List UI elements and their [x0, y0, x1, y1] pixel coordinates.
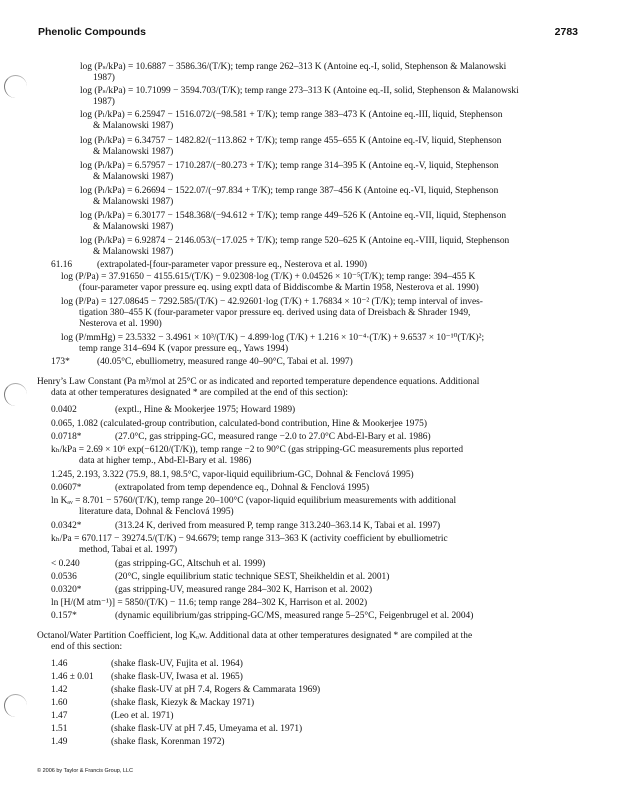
henry-row-cont: data at higher temp., Abd-El-Bary et al. 1986) [79, 456, 252, 466]
kow-value: 1.60 [51, 698, 68, 708]
henry-value: 0.0718* [51, 432, 82, 442]
henry-row [51, 483, 369, 494]
copyright-footer: © 2006 by Taylor & Francis Group, LLC [37, 768, 133, 774]
antoine-eq-6: log (Pₗ/kPa) = 6.26694 − 1522.07/(−97.834 + T/K); temp range 387–456 K (Antoine eq.-VI, liquid, Stephenson [80, 186, 499, 196]
vp-eq-2-cont: tigation 380–455 K (four-parameter vapor pressure eq. derived using data of Dreisbach & Shrader 1949, [79, 308, 471, 318]
kow-row [51, 711, 173, 722]
punch-hole-top [4, 75, 27, 98]
antoine-eq-7-cont: & Malanowski 1987) [93, 222, 174, 232]
henry-row [51, 559, 265, 570]
vp-eq-1: log (P/Pa) = 37.91650 − 4155.615/(T/K) − 9.02308·log (T/K) + 0.04526 × 10⁻⁵(T/K); temp range: 394–455 K [61, 272, 476, 282]
henry-row [51, 521, 440, 532]
henry-row: ln [H/(M atm⁻¹)] = 5850/(T/K) − 11.6; temp range 284–302 K, Harrison et al. 2002) [51, 598, 368, 608]
kow-note: (shake flask-UV, Iwasa et al. 1965) [111, 672, 243, 682]
punch-hole-middle [4, 383, 27, 406]
kow-note: (shake flask-UV at pH 7.4, Rogers & Cammarata 1969) [111, 685, 321, 695]
vp-eq-3-cont: temp range 314–694 K (vapor pressure eq., Yaws 1994) [79, 344, 289, 354]
vp-eq-2-cont2: Nesterova et al. 1990) [79, 319, 162, 329]
kow-row [51, 659, 243, 670]
henry-row: kₕ/kPa = 2.69 × 10⁶ exp(−6120/(T/K)), temp range −2 to 90°C (gas stripping-GC measurements plus reported [51, 445, 464, 455]
kow-note: (shake flask-UV at pH 7.45, Umeyama et al. 1971) [111, 724, 303, 734]
henry-value: 0.0536 [51, 572, 77, 582]
kow-value: 1.51 [51, 724, 68, 734]
antoine-eq-8: log (Pₗ/kPa) = 6.92874 − 2146.053/(−17.025 + T/K); temp range 520–625 K (Antoine eq.-VIII, liquid, Stephenson [80, 236, 510, 246]
henry-row: ln Kₐᵥ = 8.701 − 5760/(T/K), temp range 20–100°C (vapor-liquid equilibrium measurements with additional [51, 496, 457, 506]
henry-row [51, 432, 431, 443]
antoine-eq-6-cont: & Malanowski 1987) [93, 197, 174, 207]
kow-row [51, 698, 254, 709]
punch-hole-bottom [4, 694, 27, 717]
vp-value: 173* [51, 357, 70, 367]
henry-row [51, 585, 372, 596]
antoine-eq-8-cont: & Malanowski 1987) [93, 247, 174, 257]
vp-eq-3: log (P/mmHg) = 23.5332 − 3.4961 × 10³/(T/K) − 4.899·log (T/K) + 1.216 × 10⁻⁴·(T/K) + 9.6537 × 10⁻¹⁰(T/K)²; [61, 333, 485, 343]
vp-value: 61.16 [51, 260, 73, 270]
henry-row [51, 405, 295, 416]
antoine-eq-3-cont: & Malanowski 1987) [93, 121, 174, 131]
kow-row [51, 724, 302, 735]
kow-row [51, 685, 320, 696]
antoine-eq-4: log (Pₗ/kPa) = 6.34757 − 1482.82/(−113.862 + T/K); temp range 455–655 K (Antoine eq.-IV, liquid, Stephenson [80, 136, 502, 146]
vp-ebulliometry-line [51, 357, 353, 368]
henry-note: (exptl., Hine & Mookerjee 1975; Howard 1989) [115, 405, 296, 415]
running-header-title: Phenolic Compounds [38, 26, 146, 38]
kow-note: (Leo et al. 1971) [111, 711, 174, 721]
henry-note: (extrapolated from temp dependence eq., Dohnal & Fenclová 1995) [115, 483, 370, 493]
henry-value: 0.0320* [51, 585, 82, 595]
kow-note: (shake flask-UV, Fujita et al. 1964) [111, 659, 243, 669]
henry-row: 0.065, 1.082 (calculated-group contribution, calculated-bond contribution, Hine & Mookerjee 1975) [51, 419, 427, 429]
henry-row: kₕ/Pa = 670.117 − 39274.5/(T/K) − 94.6679; temp range 313–363 K (activity coefficient by ebulliometric [51, 534, 448, 544]
vp-note: (extrapolated-[four-parameter vapor pressure eq., Nesterova et al. 1990) [97, 260, 367, 270]
henry-note: (313.24 K, derived from measured P, temp range 313.240–363.14 K, Tabai et al. 1997) [115, 521, 441, 531]
antoine-eq-4-cont: & Malanowski 1987) [93, 147, 174, 157]
antoine-eq-3: log (Pₗ/kPa) = 6.25947 − 1516.072/(−98.581 + T/K); temp range 383–473 K (Antoine eq.-III, liquid, Stephenson [80, 110, 503, 120]
vp-eq-1-cont: (four-parameter vapor pressure eq. using exptl data of Biddiscombe & Martin 1958, Nesterova et al. 1990) [79, 283, 479, 293]
henry-value: < 0.240 [51, 559, 80, 569]
antoine-eq-5: log (Pₗ/kPa) = 6.57957 − 1710.287/(−80.273 + T/K); temp range 314–395 K (Antoine eq.-V, liquid, Stephenson [80, 161, 499, 171]
vp-eq-2: log (P/Pa) = 127.08645 − 7292.585/(T/K) − 42.92601·log (T/K) + 1.76834 × 10⁻² (T/K); temp interval of inves- [61, 297, 483, 307]
henry-row-cont: method, Tabai et al. 1997) [79, 545, 178, 555]
henry-row [51, 572, 389, 583]
antoine-eq-7: log (Pₗ/kPa) = 6.30177 − 1548.368/(−94.612 + T/K); temp range 449–526 K (Antoine eq.-VII, liquid, Stephenson [80, 211, 507, 221]
vp-note: (40.05°C, ebulliometry, measured range 40–90°C, Tabai et al. 1997) [97, 357, 353, 367]
kow-value: 1.46 [51, 659, 68, 669]
henry-note: (gas stripping-UV, measured range 284–302 K, Harrison et al. 2002) [115, 585, 373, 595]
henry-note: (27.0°C, gas stripping-GC, measured range −2.0 to 27.0°C Abd-El-Bary et al. 1986) [115, 432, 431, 442]
henry-value: 0.0402 [51, 405, 77, 415]
henry-note: (dynamic equilibrium/gas stripping-GC/MS, measured range 5–25°C, Feigenbrugel et al. 2004) [115, 611, 474, 621]
kow-heading-cont: end of this section: [51, 642, 123, 652]
henry-value: 0.0607* [51, 483, 82, 493]
antoine-eq-1: log (Pₛ/kPa) = 10.6887 − 3586.36/(T/K); temp range 262–313 K (Antoine eq.-I, solid, Stephenson & Malanowski [80, 62, 507, 72]
henry-note: (20°C, single equilibrium static technique SEST, Sheikheldin et al. 2001) [115, 572, 390, 582]
kow-value: 1.46 ± 0.01 [51, 672, 94, 682]
vp-extrapolated-line [51, 260, 367, 271]
henry-row [51, 611, 473, 622]
antoine-eq-2: log (Pₛ/kPa) = 10.71099 − 3594.703/(T/K); temp range 273–313 K (Antoine eq.-II, solid, Stephenson & Malanowski [80, 86, 519, 96]
kow-row [51, 737, 225, 748]
kow-row [51, 672, 243, 683]
henry-heading: Henry’s Law Constant (Pa m³/mol at 25°C or as indicated and reported temperature dependence equations. Additional [37, 377, 480, 387]
kow-note: (shake flask, Korenman 1972) [111, 737, 225, 747]
henry-row-cont: literature data, Dohnal & Fenclová 1995) [79, 507, 234, 517]
henry-note: (gas stripping-GC, Altschuh et al. 1999) [115, 559, 266, 569]
antoine-eq-1-cont: 1987) [93, 73, 115, 83]
kow-value: 1.49 [51, 737, 68, 747]
kow-value: 1.47 [51, 711, 68, 721]
henry-heading-cont: data at other temperatures designated * are compiled at the end of this section): [51, 388, 349, 398]
page-number: 2783 [554, 26, 578, 38]
kow-value: 1.42 [51, 685, 68, 695]
antoine-eq-2-cont: 1987) [93, 97, 115, 107]
antoine-eq-5-cont: & Malanowski 1987) [93, 172, 174, 182]
kow-note: (shake flask, Kiezyk & Mackay 1971) [111, 698, 255, 708]
kow-heading: Octanol/Water Partition Coefficient, log Kₒw. Additional data at other temperatures designated * are compiled at the [37, 631, 473, 641]
henry-row: 1.245, 2.193, 3.322 (75.9, 88.1, 98.5°C, vapor-liquid equilibrium-GC, Dohnal & Fenclová 1995) [51, 470, 414, 480]
henry-value: 0.0342* [51, 521, 82, 531]
henry-value: 0.157* [51, 611, 77, 621]
